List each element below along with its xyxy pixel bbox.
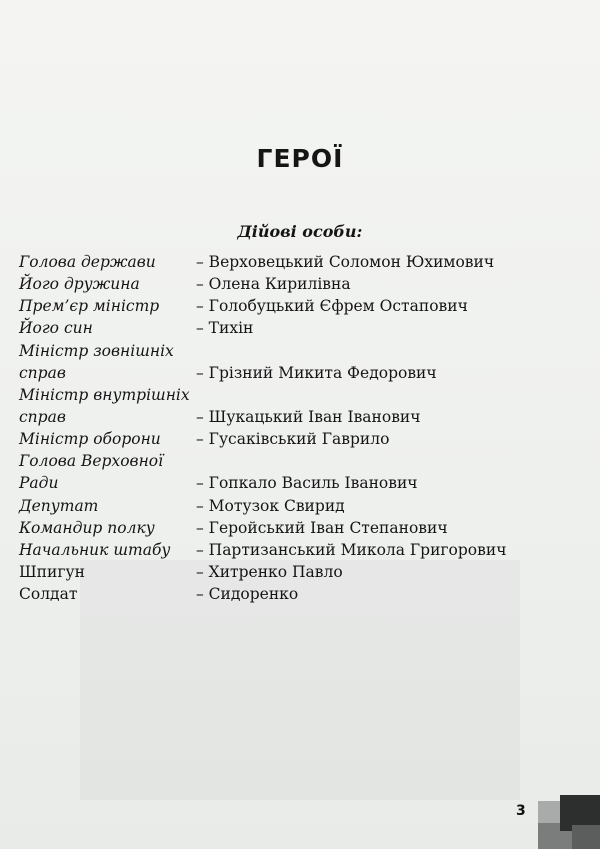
cast-row bbox=[19, 251, 579, 273]
cast-row bbox=[19, 539, 579, 561]
cast-role: Прем’єр міністр bbox=[19, 297, 160, 316]
cast-row bbox=[19, 450, 579, 472]
cast-actor bbox=[196, 340, 579, 362]
cast-role: Голова держави bbox=[19, 253, 156, 271]
cast-row bbox=[19, 517, 579, 539]
cast-actor bbox=[196, 384, 579, 406]
cast-row bbox=[19, 561, 579, 583]
page-number: 3 bbox=[516, 803, 526, 819]
cast-role: Командир полку bbox=[19, 518, 155, 537]
cast-actor: – Сидоренко bbox=[196, 585, 299, 604]
cast-actor bbox=[196, 450, 579, 472]
cast-list bbox=[19, 251, 579, 605]
cast-actor: – Голобуцький Єфрем Остапович bbox=[196, 297, 468, 316]
cast-actor: – Гусаківський Гаврило bbox=[196, 430, 390, 449]
cast-actor: – Мотузок Свирид bbox=[196, 496, 345, 515]
cast-actor: – Грізний Микита Федорович bbox=[196, 363, 437, 382]
cast-role: Начальник штабу bbox=[19, 540, 171, 559]
cast-role: Солдат bbox=[19, 585, 78, 604]
cast-role: Міністр зовнішніх bbox=[19, 341, 174, 360]
cast-actor: – Тихін bbox=[196, 319, 254, 338]
cast-role: Ради bbox=[19, 474, 59, 493]
cast-row bbox=[19, 362, 579, 384]
cast-row bbox=[19, 495, 579, 517]
cast-subtitle: Дійові особи: bbox=[237, 222, 363, 241]
cast-actor: – Хитренко Павло bbox=[196, 562, 343, 581]
cast-role: справ bbox=[19, 363, 66, 382]
cast-actor: – Верховецький Соломон Юхимович bbox=[196, 253, 495, 271]
cast-role: Міністр оборони bbox=[19, 430, 161, 449]
cast-row bbox=[19, 583, 579, 605]
cast-role: Депутат bbox=[19, 496, 99, 515]
cast-actor: – Олена Кирилівна bbox=[196, 275, 351, 294]
cast-role: Міністр внутрішніх bbox=[19, 385, 190, 404]
cast-row bbox=[19, 406, 579, 428]
cast-actor: – Шукацький Іван Іванович bbox=[196, 407, 421, 426]
cast-row bbox=[19, 340, 579, 362]
cast-row bbox=[19, 384, 579, 406]
cast-role: Його син bbox=[19, 319, 93, 338]
cast-row bbox=[19, 295, 579, 317]
cast-role: Його дружина bbox=[19, 275, 140, 294]
page-title: ГЕРОЇ bbox=[256, 144, 344, 173]
cast-row bbox=[19, 428, 579, 450]
cast-role: справ bbox=[19, 407, 66, 426]
cast-actor: – Геройський Іван Степанович bbox=[196, 518, 448, 537]
cast-role: Шпигун bbox=[19, 562, 85, 581]
cast-row bbox=[19, 273, 579, 295]
corner-decoration-icon bbox=[538, 795, 600, 849]
cast-row bbox=[19, 317, 579, 339]
cast-actor: – Партизанський Микола Григорович bbox=[196, 540, 507, 559]
cast-role: Голова Верховної bbox=[19, 452, 164, 471]
cast-actor: – Гопкало Василь Іванович bbox=[196, 474, 418, 493]
cast-row bbox=[19, 472, 579, 494]
